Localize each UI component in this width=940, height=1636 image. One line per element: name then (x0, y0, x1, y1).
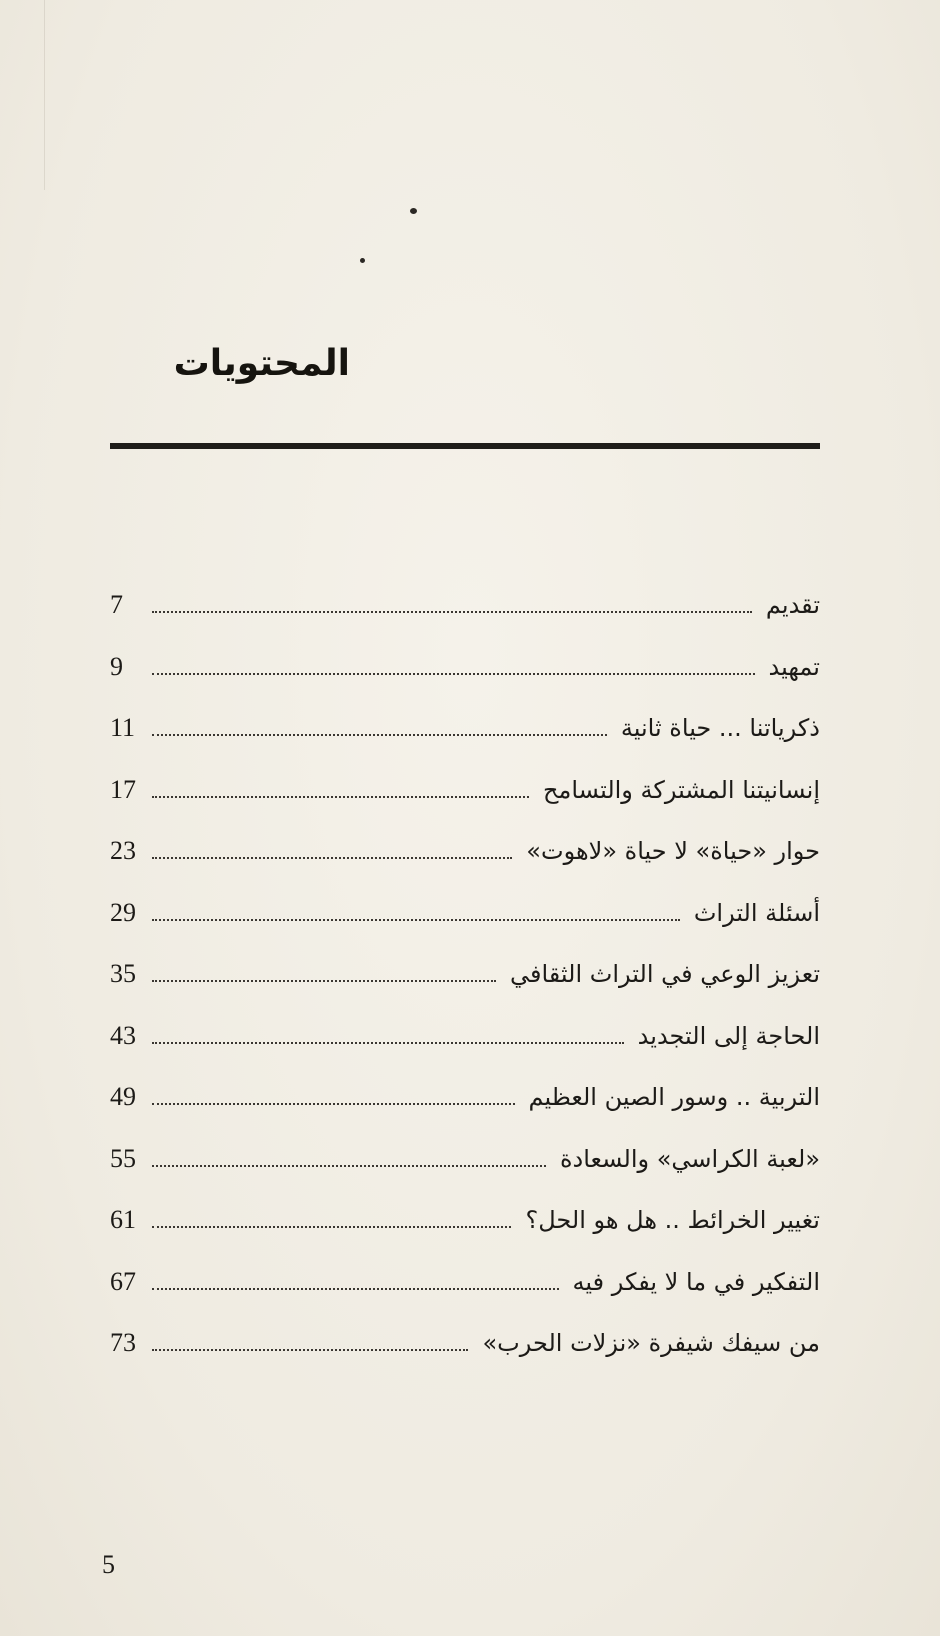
toc-dot-leader (152, 1226, 511, 1228)
toc-entry (110, 770, 820, 810)
toc-entry (110, 954, 820, 994)
toc-entry-title: تعزيز الوعي في التراث الثقافي (510, 960, 820, 988)
toc-entry-title: «لعبة الكراسي» والسعادة (559, 1145, 820, 1173)
toc-entry (110, 893, 820, 933)
toc-entry-title: التفكير في ما لا يفكر فيه (572, 1268, 820, 1296)
toc-entry (110, 1016, 820, 1056)
toc-dot-leader (152, 1042, 624, 1044)
toc-entry (110, 1077, 820, 1117)
ink-speck (360, 258, 365, 263)
toc-entry (110, 831, 820, 871)
toc-page-number: 43 (110, 1021, 136, 1050)
toc-dot-leader (152, 796, 529, 798)
toc-entry-title: من سيفك شيفرة «نزلات الحرب» (482, 1329, 820, 1357)
page-title: المحتويات (173, 343, 350, 384)
toc-page-number: 35 (110, 959, 136, 988)
toc-page-number: 9 (110, 652, 123, 681)
toc-page-number: 23 (110, 836, 136, 865)
toc-dot-leader (152, 980, 496, 982)
toc-page-number: 61 (110, 1205, 136, 1234)
toc-entry-title: أسئلة التراث (693, 899, 820, 927)
toc-page-number: 11 (110, 713, 136, 742)
page-number: 5 (102, 1550, 115, 1579)
toc-entry (110, 1323, 820, 1363)
toc-page-number: 17 (110, 775, 136, 804)
toc-dot-leader (152, 919, 680, 921)
toc-page-number: 67 (110, 1267, 136, 1296)
toc-dot-leader (152, 1103, 515, 1105)
toc-page-number: 73 (110, 1328, 136, 1357)
toc-entry-title: حوار «حياة» لا حياة «لاهوت» (526, 837, 820, 865)
toc-entry (110, 585, 820, 625)
title-rule (110, 443, 820, 449)
toc-entry-title: التربية .. وسور الصين العظيم (528, 1083, 820, 1111)
page-fold-mark (44, 0, 45, 190)
toc-page-number: 7 (110, 590, 123, 619)
toc-page-number: 55 (110, 1144, 136, 1173)
toc-page-number: 29 (110, 898, 136, 927)
toc-dot-leader (152, 673, 755, 675)
toc-entry-title: تمهيد (768, 653, 820, 681)
toc-entry-title: تغيير الخرائط .. هل هو الحل؟ (525, 1206, 820, 1234)
toc-entry (110, 1262, 820, 1302)
toc-entry (110, 1139, 820, 1179)
toc-dot-leader (152, 1165, 546, 1167)
toc-entry (110, 708, 820, 748)
toc-page-number: 49 (110, 1082, 136, 1111)
toc-dot-leader (152, 611, 752, 613)
toc-entry (110, 647, 820, 687)
toc-entry-title: إنسانيتنا المشتركة والتسامح (543, 776, 820, 804)
toc-dot-leader (152, 1288, 559, 1290)
toc-entry-title: الحاجة إلى التجديد (637, 1022, 820, 1050)
toc-dot-leader (152, 734, 607, 736)
toc-entry-title: تقديم (765, 591, 820, 619)
toc-entry (110, 1200, 820, 1240)
toc-dot-leader (152, 1349, 468, 1351)
ink-speck (410, 208, 417, 214)
toc-entry-title: ذكرياتنا ... حياة ثانية (620, 714, 820, 742)
toc-dot-leader (152, 857, 512, 859)
